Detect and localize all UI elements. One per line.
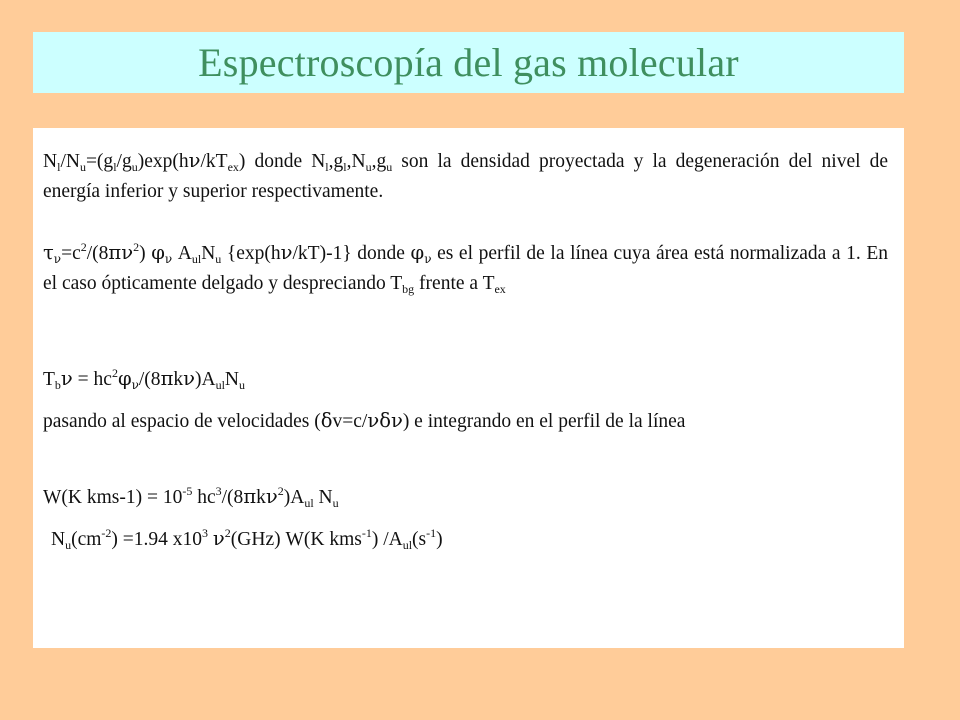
text: ) =1.94 x10 [111, 529, 203, 550]
superscript: -2 [101, 526, 112, 540]
superscript: 2 [80, 240, 87, 254]
text: ,g [328, 151, 344, 172]
text: k [256, 487, 266, 508]
subscript: u [215, 252, 222, 266]
text: ) [436, 529, 443, 550]
title-bar [33, 32, 904, 93]
paragraph-brightness-temp [43, 364, 888, 395]
pi-symbol: π [108, 241, 122, 264]
text: son la densidad proyectada y la degeneración del nivel de energía inferior y superior respectivamente. [43, 151, 888, 202]
subscript: u [79, 160, 86, 174]
subscript: ν [131, 378, 139, 392]
pi-symbol: π [243, 485, 257, 508]
subscript: u [131, 160, 138, 174]
content-panel [33, 128, 904, 648]
phi-symbol: φ [410, 241, 425, 264]
text: /kT)-1} donde [292, 243, 411, 264]
nu-symbol: ν [265, 485, 278, 508]
text: {exp(h [221, 243, 281, 264]
text: frente a T [414, 273, 495, 294]
text: ) donde N [238, 151, 326, 172]
pi-symbol: π [160, 367, 174, 390]
superscript: 3 [202, 526, 209, 540]
subscript: ν [424, 252, 432, 266]
superscript: -1 [426, 526, 437, 540]
superscript: 2 [111, 366, 118, 380]
subscript: bg [402, 282, 415, 296]
nu-symbol: ν [188, 149, 201, 172]
text: (GHz) W(K kms [230, 529, 362, 550]
subscript: u [332, 496, 339, 510]
delta-symbol: δ [320, 409, 333, 432]
nu-symbol: ν [60, 367, 73, 390]
nu-symbol: ν [212, 527, 225, 550]
subscript: l [343, 160, 347, 174]
subscript: b [54, 378, 61, 392]
text: )A [195, 369, 216, 390]
text: W(K kms-1) = 10 [43, 487, 183, 508]
paragraph-column-density [51, 524, 896, 555]
superscript: -1 [361, 526, 372, 540]
paragraph-boltzmann [43, 146, 888, 207]
phi-symbol: φ [151, 241, 165, 264]
nu-symbol: ν [280, 241, 293, 264]
text: N [224, 369, 240, 390]
nu-symbol: ν [367, 409, 380, 432]
text: = hc [72, 369, 112, 390]
text: /(8 [138, 369, 161, 390]
text: =(g [85, 151, 114, 172]
text: N [51, 529, 66, 550]
subscript: ul [215, 378, 225, 392]
text: ,g [371, 151, 387, 172]
paragraph-velocity-space [43, 406, 888, 437]
superscript: 2 [224, 526, 231, 540]
text: ) /A [371, 529, 403, 550]
nu-symbol: ν [121, 241, 134, 264]
subscript: ν [164, 252, 173, 266]
paragraph-optical-depth [43, 238, 888, 299]
text: hc [192, 487, 216, 508]
subscript: ex [494, 282, 506, 296]
slide-title: Espectroscopía del gas molecular [198, 40, 739, 85]
text: /(8 [221, 487, 244, 508]
nu-symbol: ν [390, 409, 403, 432]
text: N [43, 151, 58, 172]
phi-symbol: φ [117, 367, 132, 390]
superscript: 2 [277, 484, 284, 498]
text: N [313, 487, 333, 508]
subscript: ν [53, 252, 62, 266]
subscript: ul [402, 538, 413, 552]
text: (cm [71, 529, 102, 550]
text: v=c/ [332, 411, 368, 432]
paragraph-integrated-intensity [43, 482, 888, 513]
subscript: u [365, 160, 372, 174]
text: es el perfil de la línea cuya área está normalizada a 1. En el caso ópticamente delgado y despreciando T [43, 243, 889, 294]
superscript: 3 [215, 484, 222, 498]
subscript: l [113, 160, 117, 174]
text: ) [139, 243, 152, 264]
text: ,N [346, 151, 366, 172]
superscript: 2 [133, 240, 140, 254]
text: pasando al espacio de velocidades ( [43, 411, 321, 432]
text: /(8 [86, 243, 109, 264]
text: /N [60, 151, 80, 172]
subscript: u [386, 160, 393, 174]
subscript: u [65, 538, 72, 552]
tau-symbol: τ [43, 241, 54, 264]
subscript: l [325, 160, 329, 174]
text: N [201, 243, 216, 264]
text: A [172, 243, 192, 264]
text: ) e integrando en el perfil de la línea [402, 411, 686, 432]
text: )A [283, 487, 305, 508]
text: /kT [200, 151, 228, 172]
text: T [43, 369, 55, 390]
delta-symbol: δ [379, 409, 391, 432]
text: k [173, 369, 184, 390]
subscript: u [239, 378, 246, 392]
subscript: ex [227, 160, 239, 174]
text: (s [412, 529, 427, 550]
text: =c [61, 243, 81, 264]
text: )exp(h [137, 151, 189, 172]
subscript: ul [304, 496, 314, 510]
text: /g [116, 151, 132, 172]
subscript: l [57, 160, 61, 174]
nu-symbol: ν [183, 367, 195, 390]
superscript: -5 [182, 484, 193, 498]
subscript: ul [191, 252, 202, 266]
